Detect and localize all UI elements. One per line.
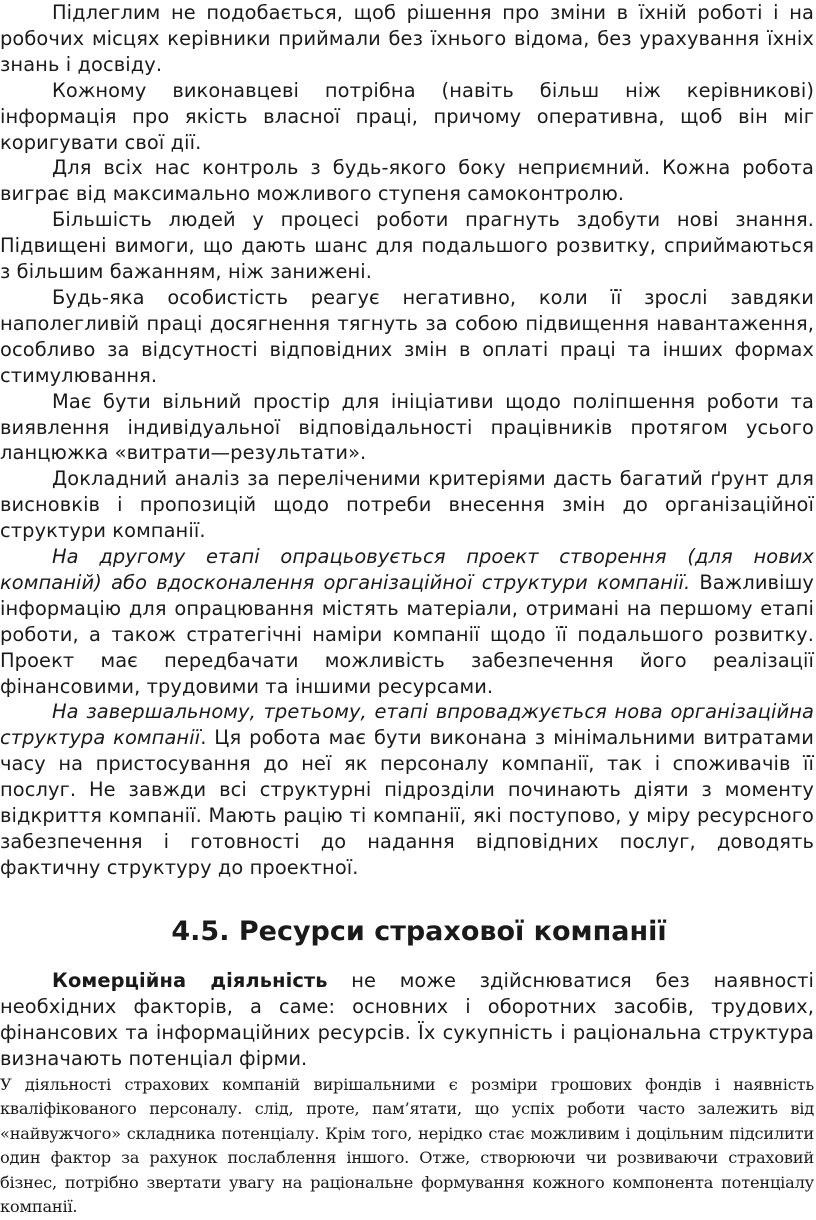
- stage-three-text: . Ця робота має бути виконана з мінімальними витратами часу на пристосування до неї як персоналу компанії, так і споживачів її послуг. Не завжди всі структурні підрозділи починають діяти з моменту відкриття компанії. Мають рацію ті компанії, які поступово, у міру ресурсного забезпечення і готовності до надання відповідних послуг, доводять фактичну структуру до проектної.: [0, 726, 814, 879]
- paragraph-workload: Будь-яка особистість реагує негативно, коли її зрослі завдяки наполегливій праці досягнення тягнуть за собою підвищення навантаження, особливо за відсутності відповідних змін в оплаті праці та інших формах стимулювання.: [0, 285, 814, 387]
- paragraph-commercial: [0, 968, 814, 1072]
- commercial-text: не може здійснюватися без наявності необхідних факторів, а саме: основних і оборотних засобів, трудових, фінансових та інформаційних ресурсів. Їх сукупність і раціональна структура визначають потенціал фірми.: [0, 969, 815, 1070]
- section-heading: 4.5. Ресурси страхової компанії: [171, 916, 667, 947]
- commercial-section: [0, 968, 814, 1072]
- paragraph-insurance-resources: У діяльності страхових компаній вирішальними є розміри грошових фондів і наявність кваліфікованого персоналу. слід, проте, пам’ятати, що успіх роботи часто залежить від «найвужчого» складника потенціалу. Крім того, нерідко стає можливим і доцільним підсилити один фактор за рахунок послаблення іншого. Отже, створюючи чи розвиваючи страховий бізнес, потрібно звертати увагу на раціональне формування кожного компонента потенціалу компанії.: [0, 1075, 814, 1217]
- stage-two-italic: На другому етапі опрацьовується проект створення (для нових компаній) або вдосконалення організаційної структури компанії.: [0, 545, 814, 594]
- stage-two-text: Важливішу інформацію для опрацювання містять матеріали, отримані на першому етапі роботи, а також стратегічні наміри компанії щодо її подальшого розвитку. Проект має передбачати можливість забезпечення його реалізації фінансовими, трудовими та іншими ресурсами.: [0, 570, 814, 698]
- stage-three-italic: На завершальному, третьому, етапі впроваджується нова організаційна структура компанії: [0, 700, 814, 750]
- paragraph-stage-three: [0, 699, 814, 880]
- paragraph-initiative: Має бути вільний простір для ініціативи щодо поліпшення роботи та виявлення індивідуальної відповідальності працівників протягом усього ланцюжка «витрати—результати».: [0, 389, 814, 465]
- paragraph-analysis: Докладний аналіз за переліченими критеріями дасть багатий ґрунт для висновків і пропозицій щодо потреби внесення змін до організаційної структури компанії.: [0, 467, 814, 543]
- paragraph-control: Для всіх нас контроль з будь-якого боку неприємний. Кожна робота виграє від максимально можливого ступеня самоконтролю.: [0, 156, 814, 206]
- paragraph-performer-info: Кожному виконавцеві потрібна (навіть більш ніж керівникові) інформація про якість власної праці, причому оперативна, щоб він міг коригувати свої дії.: [0, 78, 814, 154]
- paragraph-subordinates: Підлеглим не подобається, щоб рішення про зміни в їхній роботі і на робочих місцях керівники приймали без їхнього відома, без урахування їхніх знань і досвіду.: [0, 1, 814, 76]
- paragraph-knowledge: Більшість людей у процесі роботи прагнуть здобути нові знання. Підвищені вимоги, що дають шанс для подальшого розвитку, сприймаються з більшим бажанням, ніж занижені.: [0, 208, 814, 284]
- paragraph-stage-two: [0, 544, 814, 699]
- commercial-bold-term: Комерційна діяльність: [52, 969, 328, 992]
